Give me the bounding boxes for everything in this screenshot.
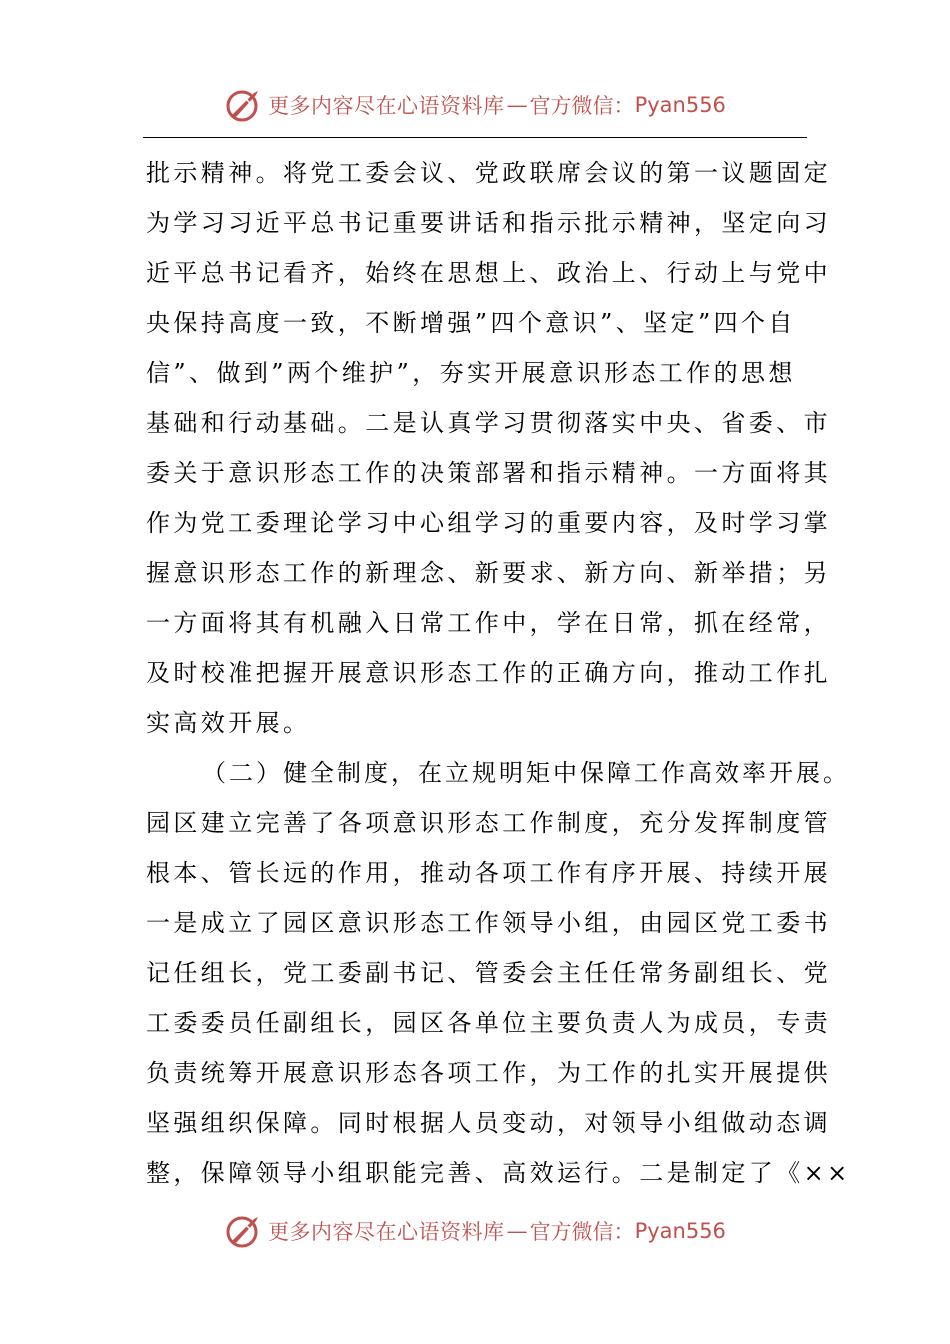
text-line: 记任组长，党工委副书记、管委会主任任常务副组长、党 xyxy=(146,959,831,987)
text-line: 及时校准把握开展意识形态工作的正确方向，推动工作扎 xyxy=(146,659,831,687)
text-line: 负责统筹开展意识形态各项工作，为工作的扎实开展提供 xyxy=(146,1059,831,1087)
header-wechat-id: Pyan556 xyxy=(634,93,726,117)
text-line: 坚强组织保障。同时根据人员变动，对领导小组做动态调 xyxy=(146,1109,831,1137)
footer-banner-separator: — xyxy=(506,1219,528,1243)
quill-seal-icon xyxy=(224,85,264,125)
text-line: 工委委员任副组长，园区各单位主要负责人为成员，专责 xyxy=(146,1009,831,1037)
header-wechat-label: 官方微信： xyxy=(529,94,635,118)
text-line: 基础和行动基础。二是认真学习贯彻落实中央、省委、市 xyxy=(146,409,831,437)
quill-seal-icon xyxy=(224,1211,264,1251)
text-line: 央保持高度一致，不断增强”四个意识”、坚定”四个自 xyxy=(146,309,796,337)
footer-banner xyxy=(0,1206,950,1256)
text-line: 为学习习近平总书记重要讲话和指示批示精神，坚定向习 xyxy=(146,209,831,237)
text-line: 一方面将其有机融入日常工作中，学在日常，抓在经常， xyxy=(146,609,831,637)
text-line: 委关于意识形态工作的决策部署和指示精神。一方面将其 xyxy=(146,459,831,487)
footer-wechat-label: 官方微信： xyxy=(529,1220,635,1244)
text-line: 实高效开展。 xyxy=(146,709,311,737)
header-banner-text: 更多内容尽在心语资料库 xyxy=(268,94,505,118)
header-banner-separator: — xyxy=(506,93,528,117)
document-body xyxy=(146,148,851,1198)
footer-banner-text: 更多内容尽在心语资料库 xyxy=(268,1220,505,1244)
header-banner xyxy=(0,80,950,130)
text-line: 批示精神。将党工委会议、党政联席会议的第一议题固定 xyxy=(146,159,831,187)
text-line: 整，保障领导小组职能完善、高效运行。二是制定了《×× xyxy=(146,1159,851,1187)
footer-wechat-id: Pyan556 xyxy=(634,1219,726,1243)
text-line: 一是成立了园区意识形态工作领导小组，由园区党工委书 xyxy=(146,909,831,937)
header-rule xyxy=(143,137,807,138)
text-line: 握意识形态工作的新理念、新要求、新方向、新举措；另 xyxy=(146,559,831,587)
text-line: 信”、做到”两个维护”，夯实开展意识形态工作的思想 xyxy=(146,359,796,387)
text-line: 作为党工委理论学习中心组学习的重要内容，及时学习掌 xyxy=(146,509,831,537)
text-line: 园区建立完善了各项意识形态工作制度，充分发挥制度管 xyxy=(146,809,831,837)
section-heading: （二）健全制度，在立规明矩中保障工作高效率开展。 xyxy=(202,759,850,787)
text-line: 近平总书记看齐，始终在思想上、政治上、行动上与党中 xyxy=(146,259,831,287)
text-line: 根本、管长远的作用，推动各项工作有序开展、持续开展 xyxy=(146,859,831,887)
